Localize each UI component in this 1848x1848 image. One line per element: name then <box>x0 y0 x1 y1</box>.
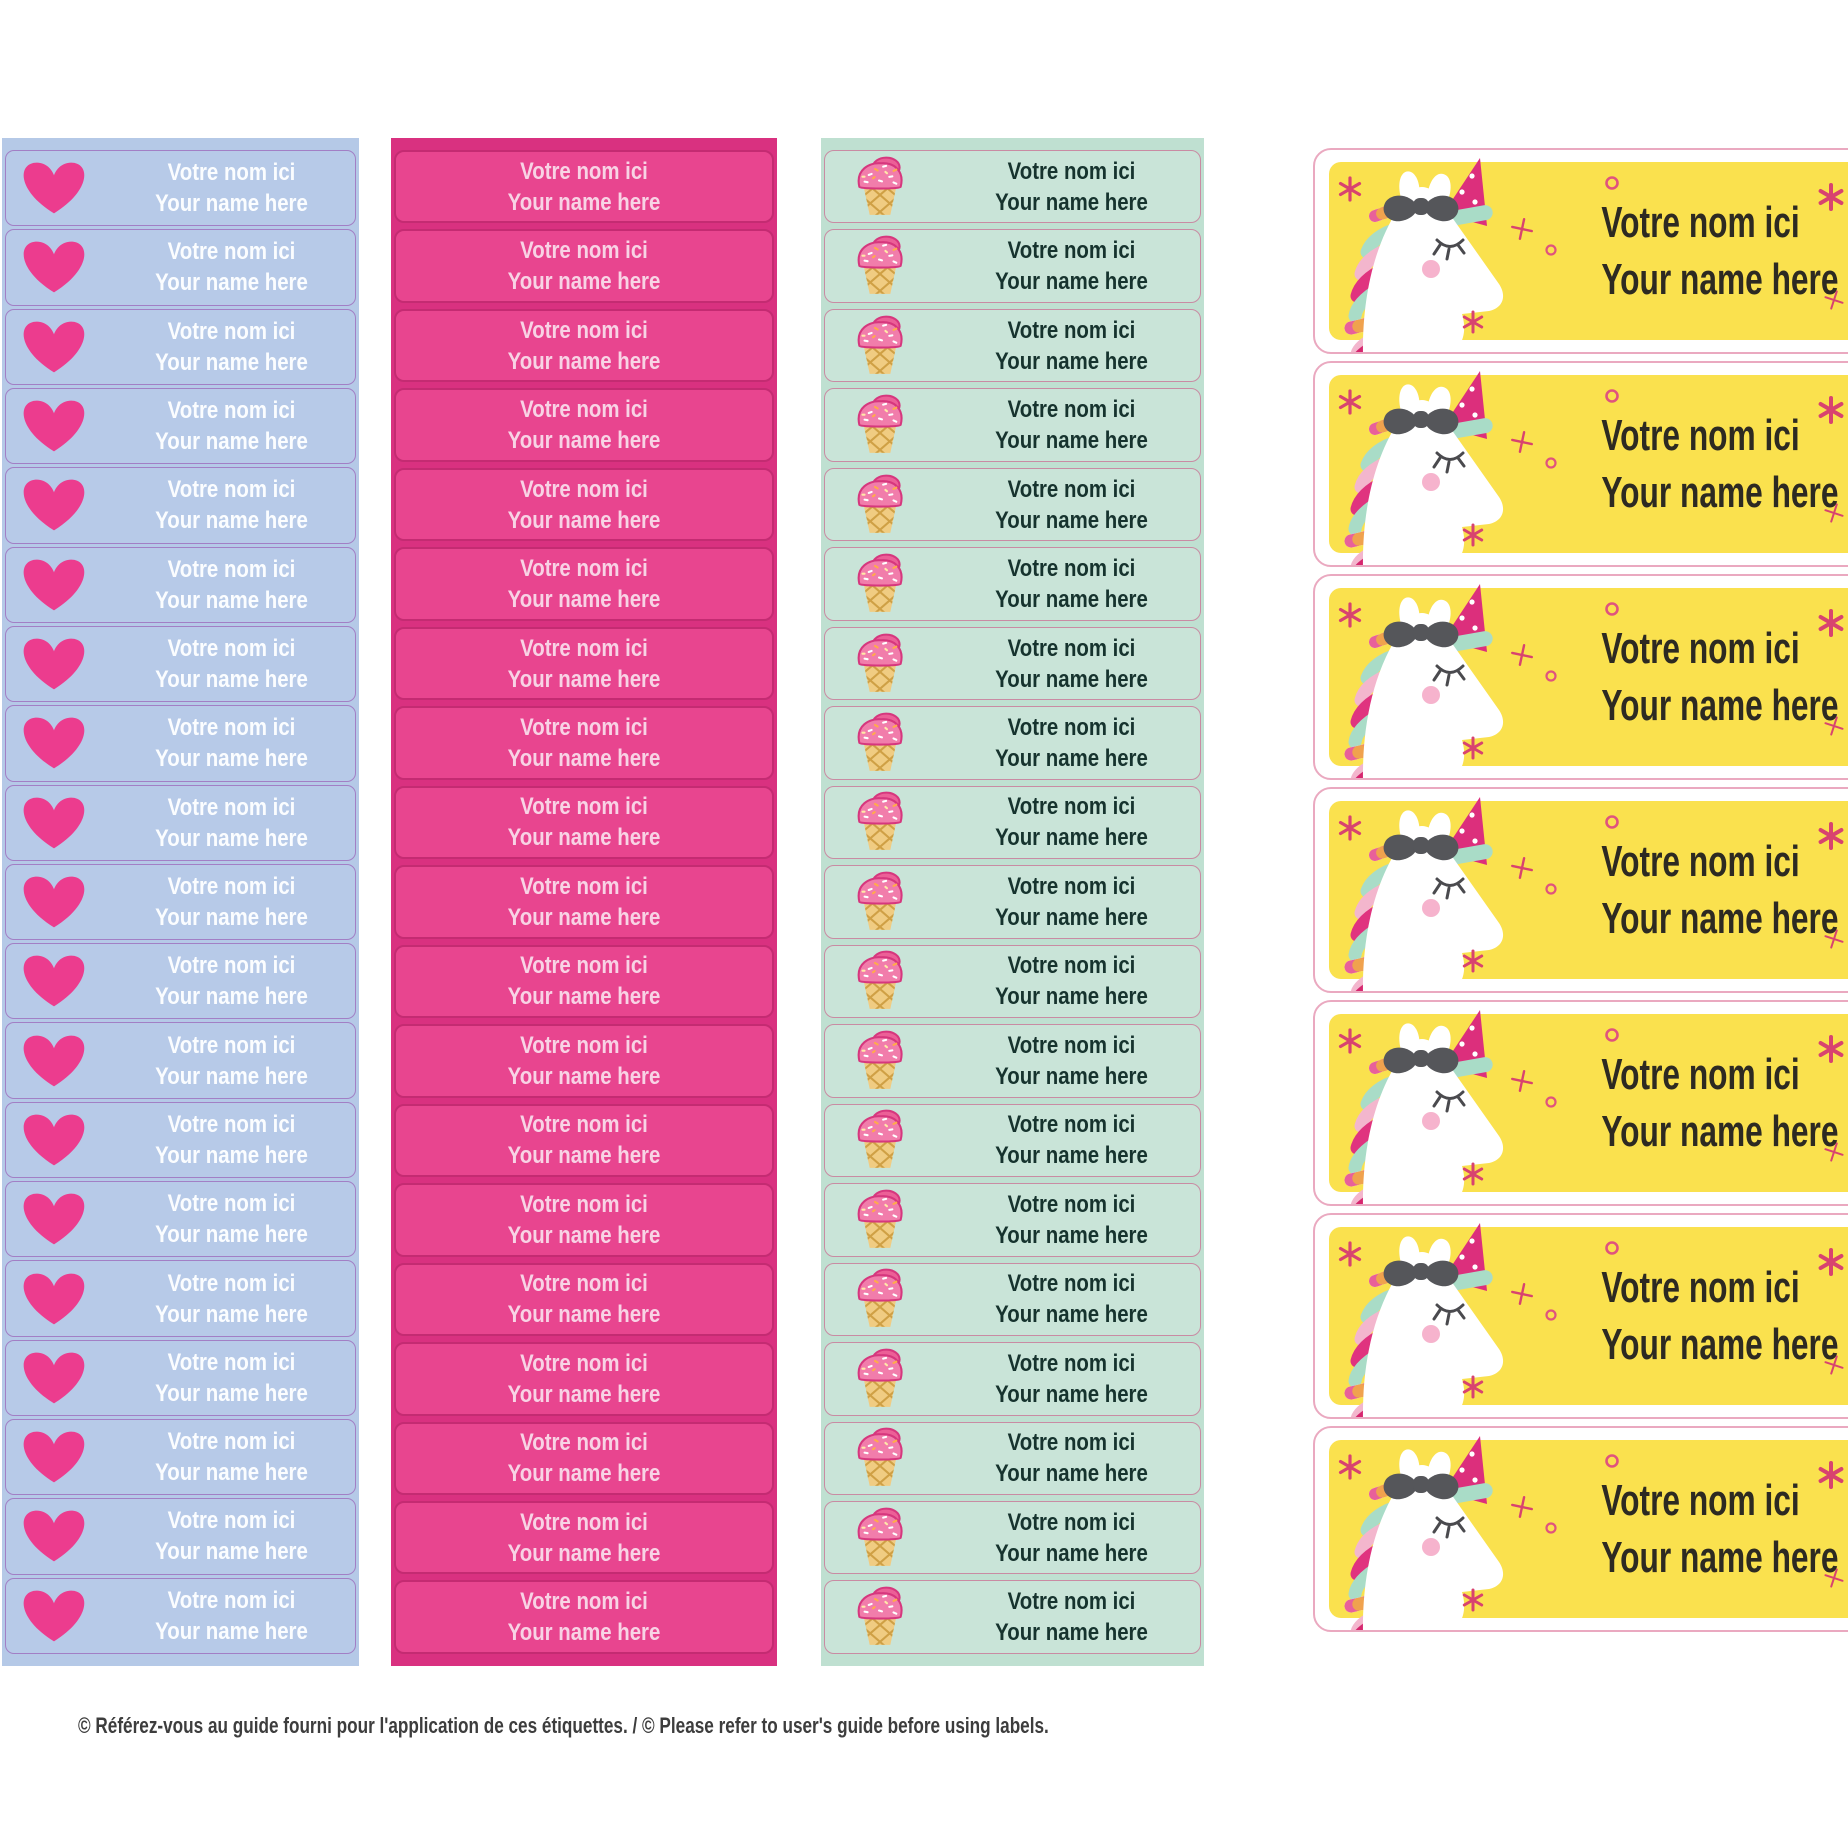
label-text-fr: Votre nom ici <box>520 1588 648 1616</box>
name-label <box>394 229 774 302</box>
label-text <box>396 156 772 218</box>
label-text-en: Your name here <box>995 1221 1148 1249</box>
label-text-fr: Votre nom ici <box>1007 157 1136 185</box>
label-text <box>108 792 355 854</box>
label-text-fr: Votre nom ici <box>167 159 296 187</box>
name-label <box>394 1501 774 1574</box>
name-label <box>824 627 1201 700</box>
label-text-en: Your name here <box>155 1538 308 1566</box>
label-text-en: Your name here <box>507 745 661 773</box>
cupcakes-column <box>821 138 1204 1666</box>
name-label <box>394 627 774 700</box>
label-text-en: Your name here <box>155 1141 308 1169</box>
name-label-large <box>1313 148 1848 354</box>
name-label <box>5 864 356 940</box>
name-label <box>394 150 774 223</box>
label-text-fr: Votre nom ici <box>167 1507 296 1535</box>
name-label <box>824 1263 1201 1336</box>
label-text <box>943 633 1200 695</box>
label-text <box>396 474 772 536</box>
label-text <box>1565 789 1839 991</box>
label-text <box>943 1189 1200 1251</box>
heart-icon <box>6 397 108 455</box>
name-label <box>5 547 356 623</box>
name-label <box>5 1260 356 1336</box>
name-label <box>824 1024 1201 1097</box>
label-text <box>943 235 1200 297</box>
label-text-fr: Votre nom ici <box>1601 198 1800 247</box>
label-text <box>108 712 355 774</box>
label-text-fr: Votre nom ici <box>1007 237 1136 265</box>
label-text-fr: Votre nom ici <box>1007 793 1136 821</box>
label-text <box>943 1348 1200 1410</box>
cupcake-icon <box>825 1029 943 1093</box>
name-label <box>394 865 774 938</box>
name-label <box>5 943 356 1019</box>
cupcake-icon <box>825 870 943 934</box>
label-text-fr: Votre nom ici <box>520 1508 648 1536</box>
name-label <box>5 150 356 226</box>
label-text-fr: Votre nom ici <box>167 555 296 583</box>
label-text-fr: Votre nom ici <box>1007 316 1136 344</box>
label-text-en: Your name here <box>155 1617 308 1645</box>
name-label <box>824 865 1201 938</box>
label-text-fr: Votre nom ici <box>520 793 648 821</box>
label-text-fr: Votre nom ici <box>520 1190 648 1218</box>
unicorns-column <box>1313 148 1848 1632</box>
heart-icon <box>6 1587 108 1645</box>
name-label <box>824 1183 1201 1256</box>
label-text <box>108 1585 355 1647</box>
label-text-fr: Votre nom ici <box>520 952 648 980</box>
label-text-fr: Votre nom ici <box>167 714 296 742</box>
name-label <box>5 1419 356 1495</box>
label-text-en: Your name here <box>995 347 1148 375</box>
label-text-fr: Votre nom ici <box>167 1269 296 1297</box>
label-text <box>108 950 355 1012</box>
label-text-en: Your name here <box>155 507 308 535</box>
heart-icon <box>6 1032 108 1090</box>
name-label <box>5 1022 356 1098</box>
name-label <box>824 229 1201 302</box>
cupcake-icon <box>825 1347 943 1411</box>
name-label <box>5 388 356 464</box>
name-label <box>394 1580 774 1653</box>
label-text-en: Your name here <box>995 427 1148 455</box>
heart-icon <box>6 238 108 296</box>
cupcake-icon <box>825 552 943 616</box>
cupcake-icon <box>825 632 943 696</box>
label-text <box>1565 576 1839 778</box>
label-text-en: Your name here <box>507 427 661 455</box>
label-text-en: Your name here <box>1601 255 1839 304</box>
label-text <box>943 1030 1200 1092</box>
label-text <box>396 871 772 933</box>
name-label <box>824 945 1201 1018</box>
label-text <box>943 315 1200 377</box>
label-text <box>396 791 772 853</box>
hearts-column <box>2 138 359 1666</box>
label-text-fr: Votre nom ici <box>1007 1588 1136 1616</box>
name-label <box>824 309 1201 382</box>
label-text <box>108 554 355 616</box>
label-text-fr: Votre nom ici <box>167 952 296 980</box>
label-text-fr: Votre nom ici <box>520 396 648 424</box>
label-text <box>396 1109 772 1171</box>
label-text-fr: Votre nom ici <box>1007 1508 1136 1536</box>
label-text-en: Your name here <box>1601 1320 1839 1369</box>
label-text <box>943 1268 1200 1330</box>
label-text <box>396 1507 772 1569</box>
label-text-fr: Votre nom ici <box>1007 1429 1136 1457</box>
cupcake-icon <box>825 1267 943 1331</box>
label-text <box>108 1505 355 1567</box>
label-text-fr: Votre nom ici <box>167 1348 296 1376</box>
label-text <box>1565 363 1839 565</box>
heart-icon <box>6 1428 108 1486</box>
name-label <box>824 1342 1201 1415</box>
name-label <box>5 1498 356 1574</box>
heart-icon <box>6 159 108 217</box>
name-label-large <box>1313 361 1848 567</box>
heart-icon <box>6 476 108 534</box>
name-label <box>394 1024 774 1097</box>
label-text-en: Your name here <box>155 1062 308 1090</box>
label-text <box>108 395 355 457</box>
label-text-en: Your name here <box>155 348 308 376</box>
label-text-fr: Votre nom ici <box>1007 1111 1136 1139</box>
label-text <box>396 712 772 774</box>
name-label <box>394 706 774 779</box>
name-label <box>824 786 1201 859</box>
label-text <box>108 1188 355 1250</box>
heart-icon <box>6 794 108 852</box>
label-text <box>396 1348 772 1410</box>
label-text-en: Your name here <box>995 586 1148 614</box>
name-label <box>824 706 1201 779</box>
name-label <box>5 626 356 702</box>
label-text-fr: Votre nom ici <box>167 397 296 425</box>
label-text <box>396 950 772 1012</box>
label-text-fr: Votre nom ici <box>520 555 648 583</box>
name-label <box>394 468 774 541</box>
name-label <box>5 309 356 385</box>
name-label <box>5 785 356 861</box>
label-text-en: Your name here <box>507 1221 661 1249</box>
label-text-fr: Votre nom ici <box>167 1428 296 1456</box>
cupcake-icon <box>825 1506 943 1570</box>
label-text <box>396 235 772 297</box>
label-text-fr: Votre nom ici <box>520 872 648 900</box>
label-text-fr: Votre nom ici <box>1601 1476 1800 1525</box>
heart-icon <box>6 556 108 614</box>
label-text-en: Your name here <box>995 268 1148 296</box>
label-text-fr: Votre nom ici <box>167 476 296 504</box>
label-text <box>943 474 1200 536</box>
label-text <box>943 791 1200 853</box>
label-text <box>943 553 1200 615</box>
label-text <box>396 1427 772 1489</box>
name-label-large <box>1313 1426 1848 1632</box>
name-label <box>5 705 356 781</box>
label-text-fr: Votre nom ici <box>1007 872 1136 900</box>
label-text <box>1565 1428 1839 1630</box>
name-label <box>5 1340 356 1416</box>
label-text-fr: Votre nom ici <box>167 1190 296 1218</box>
name-label-large <box>1313 574 1848 780</box>
label-text-en: Your name here <box>155 190 308 218</box>
cupcake-icon <box>825 473 943 537</box>
heart-icon <box>6 873 108 931</box>
label-text-fr: Votre nom ici <box>167 1110 296 1138</box>
label-text-fr: Votre nom ici <box>520 1111 648 1139</box>
label-text-en: Your name here <box>507 188 661 216</box>
cupcake-icon <box>825 1585 943 1649</box>
label-text-en: Your name here <box>995 1062 1148 1090</box>
cupcake-icon <box>825 1426 943 1490</box>
name-label <box>5 1102 356 1178</box>
label-text-fr: Votre nom ici <box>1007 555 1136 583</box>
label-text-en: Your name here <box>155 983 308 1011</box>
cupcake-icon <box>825 393 943 457</box>
name-label <box>5 467 356 543</box>
label-text-fr: Votre nom ici <box>520 1429 648 1457</box>
label-text <box>1565 1215 1839 1417</box>
label-text <box>108 474 355 536</box>
label-text-en: Your name here <box>507 1539 661 1567</box>
name-label <box>824 1501 1201 1574</box>
label-text-en: Your name here <box>995 1142 1148 1170</box>
label-text-en: Your name here <box>995 1539 1148 1567</box>
label-text-en: Your name here <box>1601 468 1839 517</box>
label-text-fr: Votre nom ici <box>520 1031 648 1059</box>
label-text-en: Your name here <box>507 586 661 614</box>
cupcake-icon <box>825 155 943 219</box>
name-label-large <box>1313 1213 1848 1419</box>
name-label <box>824 1104 1201 1177</box>
label-text-en: Your name here <box>507 1301 661 1329</box>
label-text <box>943 1109 1200 1171</box>
name-label <box>5 1578 356 1654</box>
cupcake-icon <box>825 949 943 1013</box>
label-text-en: Your name here <box>995 1301 1148 1329</box>
label-text-fr: Votre nom ici <box>1007 714 1136 742</box>
label-text-fr: Votre nom ici <box>1007 1270 1136 1298</box>
label-text <box>396 315 772 377</box>
label-text-fr: Votre nom ici <box>520 1270 648 1298</box>
label-text-fr: Votre nom ici <box>1007 952 1136 980</box>
label-text-fr: Votre nom ici <box>1601 837 1800 886</box>
heart-icon <box>6 1190 108 1248</box>
label-text <box>396 1268 772 1330</box>
label-text-en: Your name here <box>155 1459 308 1487</box>
label-text-en: Your name here <box>995 506 1148 534</box>
label-text-fr: Votre nom ici <box>520 475 648 503</box>
name-label-large <box>1313 1000 1848 1206</box>
label-text <box>108 1109 355 1171</box>
heart-icon <box>6 1349 108 1407</box>
label-text-en: Your name here <box>507 903 661 931</box>
label-text-en: Your name here <box>1601 1107 1839 1156</box>
label-text <box>943 1586 1200 1648</box>
label-text-fr: Votre nom ici <box>1007 1031 1136 1059</box>
name-label <box>394 1342 774 1415</box>
label-text <box>108 157 355 219</box>
label-text-en: Your name here <box>995 903 1148 931</box>
label-text-en: Your name here <box>507 506 661 534</box>
name-label <box>394 309 774 382</box>
label-text-en: Your name here <box>507 824 661 852</box>
label-text-en: Your name here <box>507 1380 661 1408</box>
label-text-fr: Votre nom ici <box>520 634 648 662</box>
label-text <box>943 1427 1200 1489</box>
label-text-fr: Votre nom ici <box>520 316 648 344</box>
name-label <box>394 1183 774 1256</box>
label-text-en: Your name here <box>155 666 308 694</box>
label-text <box>396 1030 772 1092</box>
label-text-fr: Votre nom ici <box>167 635 296 663</box>
heart-icon <box>6 952 108 1010</box>
label-text-fr: Votre nom ici <box>1601 1050 1800 1099</box>
label-text-en: Your name here <box>155 824 308 852</box>
name-label <box>394 547 774 620</box>
name-label <box>824 388 1201 461</box>
label-text-fr: Votre nom ici <box>520 714 648 742</box>
name-label <box>824 1422 1201 1495</box>
label-text-en: Your name here <box>995 983 1148 1011</box>
label-text-fr: Votre nom ici <box>1007 1190 1136 1218</box>
label-text-en: Your name here <box>155 586 308 614</box>
label-text <box>108 316 355 378</box>
label-text-fr: Votre nom ici <box>167 1586 296 1614</box>
name-label <box>824 468 1201 541</box>
name-label <box>824 150 1201 223</box>
cupcake-icon <box>825 1188 943 1252</box>
label-text-fr: Votre nom ici <box>520 1349 648 1377</box>
label-text-en: Your name here <box>155 903 308 931</box>
label-text <box>396 1586 772 1648</box>
name-label <box>824 1580 1201 1653</box>
label-text <box>396 553 772 615</box>
label-text <box>943 1507 1200 1569</box>
heart-icon <box>6 1111 108 1169</box>
heart-icon <box>6 635 108 693</box>
label-text-fr: Votre nom ici <box>167 238 296 266</box>
label-text <box>396 394 772 456</box>
label-text-en: Your name here <box>507 665 661 693</box>
label-text <box>108 236 355 298</box>
label-text-en: Your name here <box>1601 894 1839 943</box>
label-text-en: Your name here <box>155 1300 308 1328</box>
cupcake-icon <box>825 1108 943 1172</box>
label-text <box>396 1189 772 1251</box>
label-text-fr: Votre nom ici <box>1007 1349 1136 1377</box>
heart-icon <box>6 1507 108 1565</box>
label-text-en: Your name here <box>155 428 308 456</box>
heart-icon <box>6 318 108 376</box>
label-text-fr: Votre nom ici <box>167 872 296 900</box>
label-text-fr: Votre nom ici <box>520 157 648 185</box>
label-text <box>108 1426 355 1488</box>
label-text <box>943 156 1200 218</box>
label-text <box>108 633 355 695</box>
label-text <box>943 871 1200 933</box>
name-label <box>394 1104 774 1177</box>
name-label <box>394 388 774 461</box>
label-text-en: Your name here <box>995 665 1148 693</box>
label-text <box>108 871 355 933</box>
label-text-en: Your name here <box>1601 1533 1839 1582</box>
name-label <box>394 786 774 859</box>
label-text <box>108 1268 355 1330</box>
label-text-en: Your name here <box>155 1379 308 1407</box>
label-text <box>943 712 1200 774</box>
label-text-en: Your name here <box>995 1380 1148 1408</box>
name-label <box>394 1422 774 1495</box>
label-text <box>943 394 1200 456</box>
label-text <box>396 633 772 695</box>
label-text-en: Your name here <box>507 1460 661 1488</box>
label-text-en: Your name here <box>995 1460 1148 1488</box>
cupcake-icon <box>825 790 943 854</box>
cupcake-icon <box>825 234 943 298</box>
heart-icon <box>6 714 108 772</box>
label-text-en: Your name here <box>155 1221 308 1249</box>
label-text <box>108 1030 355 1092</box>
label-text-en: Your name here <box>507 1619 661 1647</box>
label-text-en: Your name here <box>507 1142 661 1170</box>
name-label <box>824 547 1201 620</box>
cupcake-icon <box>825 314 943 378</box>
pink-column <box>391 138 777 1666</box>
label-text <box>1565 150 1839 352</box>
label-text-fr: Votre nom ici <box>1601 1263 1800 1312</box>
label-text-fr: Votre nom ici <box>167 1031 296 1059</box>
label-text-fr: Votre nom ici <box>1601 411 1800 460</box>
label-text <box>1565 1002 1839 1204</box>
name-label <box>5 229 356 305</box>
label-text-fr: Votre nom ici <box>1007 475 1136 503</box>
label-text-fr: Votre nom ici <box>167 793 296 821</box>
label-text-en: Your name here <box>507 268 661 296</box>
label-text-en: Your name here <box>995 188 1148 216</box>
label-text <box>943 950 1200 1012</box>
label-text-fr: Votre nom ici <box>1007 634 1136 662</box>
name-label <box>5 1181 356 1257</box>
label-text-en: Your name here <box>507 1062 661 1090</box>
label-text-fr: Votre nom ici <box>1007 396 1136 424</box>
label-text-en: Your name here <box>995 745 1148 773</box>
label-text-en: Your name here <box>1601 681 1839 730</box>
cupcake-icon <box>825 711 943 775</box>
footer-note: © Référez-vous au guide fourni pour l'application de ces étiquettes. / © Please refer to user's guide before using labels. <box>78 1713 1049 1738</box>
label-text-en: Your name here <box>995 1619 1148 1647</box>
label-text <box>108 1347 355 1409</box>
label-text-fr: Votre nom ici <box>167 317 296 345</box>
label-text-en: Your name here <box>507 347 661 375</box>
heart-icon <box>6 1270 108 1328</box>
label-text-en: Your name here <box>155 745 308 773</box>
label-text-fr: Votre nom ici <box>520 237 648 265</box>
label-text-en: Your name here <box>155 269 308 297</box>
label-text-en: Your name here <box>507 983 661 1011</box>
name-label <box>394 1263 774 1336</box>
name-label <box>394 945 774 1018</box>
name-label-large <box>1313 787 1848 993</box>
label-text-en: Your name here <box>995 824 1148 852</box>
label-text-fr: Votre nom ici <box>1601 624 1800 673</box>
